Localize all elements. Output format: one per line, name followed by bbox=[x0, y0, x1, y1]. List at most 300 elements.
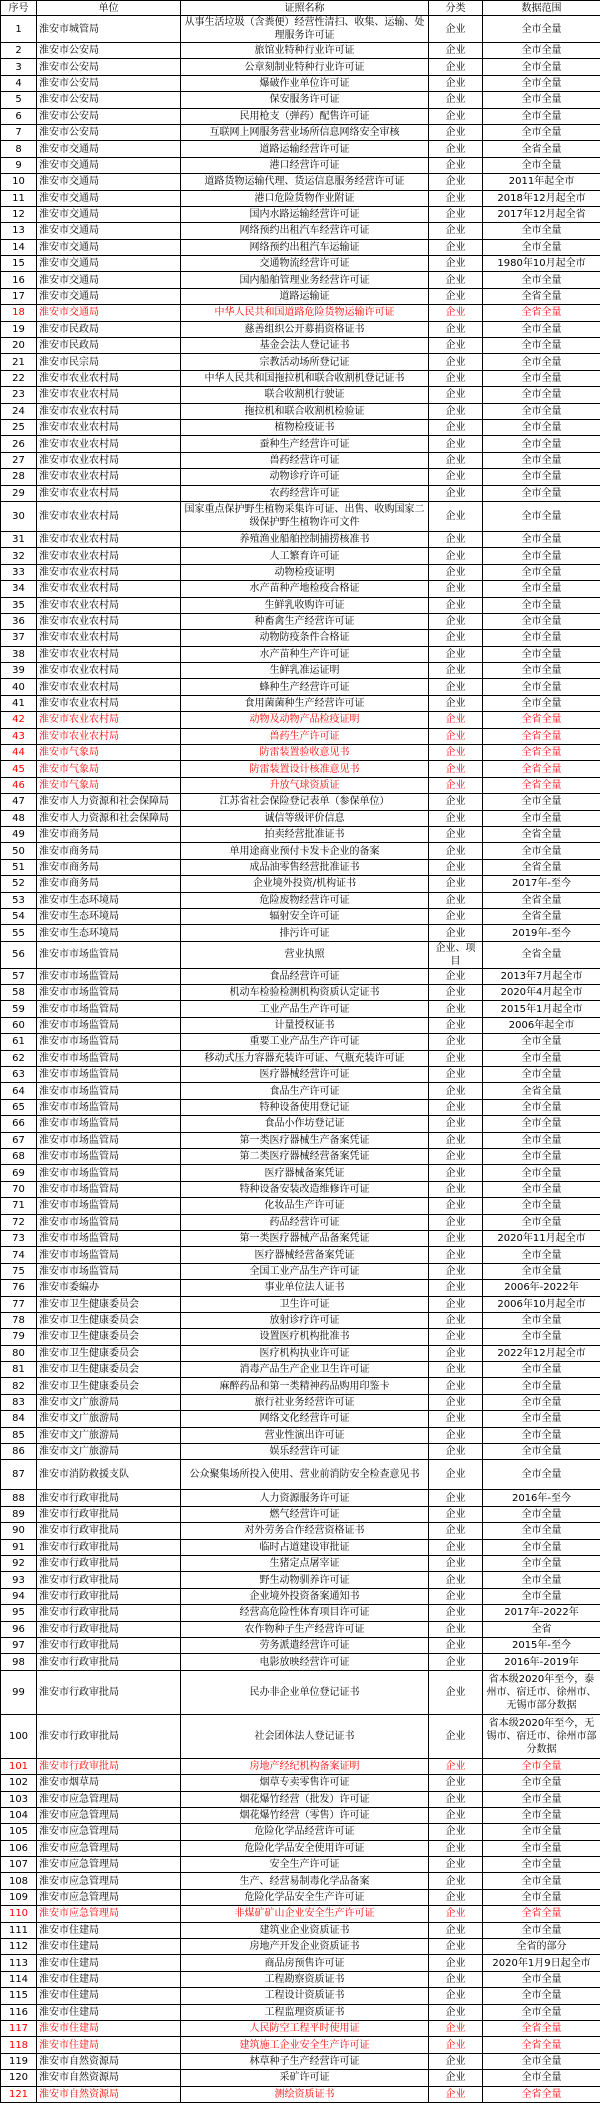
row-index: 119 bbox=[1, 2053, 37, 2069]
row-category: 企业 bbox=[429, 908, 483, 924]
row-certificate: 国内水路运输经营许可证 bbox=[181, 206, 429, 222]
row-certificate: 水产苗种产地检疫合格证 bbox=[181, 581, 429, 597]
row-unit: 淮安市市场监管局 bbox=[37, 1181, 181, 1197]
row-range: 全市全量 bbox=[483, 157, 600, 173]
row-index: 59 bbox=[1, 1001, 37, 1017]
table-row bbox=[1, 1214, 600, 1230]
row-unit: 淮安市交通局 bbox=[37, 288, 181, 304]
row-range: 全市全量 bbox=[483, 1824, 600, 1840]
row-range: 全市全量 bbox=[483, 92, 600, 108]
row-unit: 淮安市应急管理局 bbox=[37, 1906, 181, 1922]
row-category: 企业 bbox=[429, 2020, 483, 2036]
row-certificate: 燃气经营许可证 bbox=[181, 1506, 429, 1522]
row-range: 全市全量 bbox=[483, 1758, 600, 1774]
row-unit: 淮安市市场监管局 bbox=[37, 1132, 181, 1148]
row-range: 全省全量 bbox=[483, 305, 600, 321]
row-unit: 淮安市交通局 bbox=[37, 190, 181, 206]
table-row bbox=[1, 1807, 600, 1823]
row-category: 企业 bbox=[429, 679, 483, 695]
row-index: 108 bbox=[1, 1873, 37, 1889]
row-index: 52 bbox=[1, 876, 37, 892]
row-unit: 淮安市农业农村局 bbox=[37, 419, 181, 435]
row-range: 全省全量 bbox=[483, 728, 600, 744]
row-range: 省本级2020年至今，泰州市、宿迁市、徐州市、无锡市部分数据 bbox=[483, 1670, 600, 1714]
table-row bbox=[1, 1791, 600, 1807]
row-category: 企业 bbox=[429, 597, 483, 613]
row-certificate: 生鲜乳准运证明 bbox=[181, 663, 429, 679]
row-index: 10 bbox=[1, 174, 37, 190]
row-certificate: 野生动物驯养许可证 bbox=[181, 1572, 429, 1588]
table-row bbox=[1, 1116, 600, 1132]
row-index: 96 bbox=[1, 1621, 37, 1637]
row-category: 企业 bbox=[429, 1758, 483, 1774]
row-index: 84 bbox=[1, 1411, 37, 1427]
row-category: 企业 bbox=[429, 745, 483, 761]
row-unit: 淮安市生态环境局 bbox=[37, 925, 181, 941]
row-index: 32 bbox=[1, 548, 37, 564]
row-category: 企业 bbox=[429, 810, 483, 826]
row-index: 57 bbox=[1, 968, 37, 984]
row-certificate: 辐射安全许可证 bbox=[181, 908, 429, 924]
table-row bbox=[1, 256, 600, 272]
row-index: 95 bbox=[1, 1605, 37, 1621]
row-category: 企业 bbox=[429, 1034, 483, 1050]
row-unit: 淮安市市场监管局 bbox=[37, 1116, 181, 1132]
row-range: 全市全量 bbox=[483, 1444, 600, 1460]
row-unit: 淮安市行政审批局 bbox=[37, 1621, 181, 1637]
row-certificate: 营业执照 bbox=[181, 941, 429, 968]
row-unit: 淮安市卫生健康委员会 bbox=[37, 1329, 181, 1345]
row-range: 全市全量 bbox=[483, 1988, 600, 2004]
row-certificate: 企业境外投资/机构证书 bbox=[181, 876, 429, 892]
table-row bbox=[1, 2053, 600, 2069]
row-category: 企业 bbox=[429, 1394, 483, 1410]
row-category: 企业 bbox=[429, 1116, 483, 1132]
row-unit: 淮安市住建局 bbox=[37, 2037, 181, 2053]
row-index: 104 bbox=[1, 1807, 37, 1823]
table-row bbox=[1, 1588, 600, 1604]
row-index: 49 bbox=[1, 826, 37, 842]
row-index: 21 bbox=[1, 354, 37, 370]
row-category: 企业 bbox=[429, 1149, 483, 1165]
row-certificate: 公章刻制业特种行业许可证 bbox=[181, 59, 429, 75]
row-unit: 淮安市自然资源局 bbox=[37, 2070, 181, 2086]
row-category: 企业 bbox=[429, 1523, 483, 1539]
row-index: 88 bbox=[1, 1490, 37, 1506]
row-category: 企业 bbox=[429, 272, 483, 288]
row-category: 企业 bbox=[429, 826, 483, 842]
row-index: 44 bbox=[1, 745, 37, 761]
row-index: 101 bbox=[1, 1758, 37, 1774]
row-range: 全市全量 bbox=[483, 1523, 600, 1539]
row-category: 企业 bbox=[429, 1460, 483, 1490]
row-range: 全省全量 bbox=[483, 777, 600, 793]
table-row bbox=[1, 321, 600, 337]
row-range: 全市全量 bbox=[483, 1067, 600, 1083]
row-unit: 淮安市应急管理局 bbox=[37, 1857, 181, 1873]
row-unit: 淮安市应急管理局 bbox=[37, 1824, 181, 1840]
table-row bbox=[1, 1621, 600, 1637]
row-unit: 淮安市行政审批局 bbox=[37, 1670, 181, 1714]
row-index: 28 bbox=[1, 469, 37, 485]
row-category: 企业 bbox=[429, 1050, 483, 1066]
row-category: 企业 bbox=[429, 1132, 483, 1148]
row-unit: 淮安市气象局 bbox=[37, 761, 181, 777]
row-certificate: 联合收割机行驶证 bbox=[181, 387, 429, 403]
row-category: 企业 bbox=[429, 925, 483, 941]
row-unit: 淮安市交通局 bbox=[37, 206, 181, 222]
row-category: 企业 bbox=[429, 1824, 483, 1840]
row-index: 66 bbox=[1, 1116, 37, 1132]
row-range: 全市全量 bbox=[483, 1506, 600, 1522]
table-row bbox=[1, 75, 600, 91]
row-certificate: 第一类医疗器械产品备案凭证 bbox=[181, 1230, 429, 1246]
table-row bbox=[1, 1132, 600, 1148]
row-certificate: 旅行社业务经营许可证 bbox=[181, 1394, 429, 1410]
row-index: 40 bbox=[1, 679, 37, 695]
table-row bbox=[1, 1181, 600, 1197]
row-certificate: 危险废物经营许可证 bbox=[181, 892, 429, 908]
row-range: 全市全量 bbox=[483, 695, 600, 711]
row-unit: 淮安市烟草局 bbox=[37, 1775, 181, 1791]
row-range: 全市全量 bbox=[483, 1807, 600, 1823]
row-index: 45 bbox=[1, 761, 37, 777]
table-body bbox=[1, 16, 600, 2103]
row-unit: 淮安市住建局 bbox=[37, 1971, 181, 1987]
row-certificate: 爆破作业单位许可证 bbox=[181, 75, 429, 91]
table-row bbox=[1, 1824, 600, 1840]
table-row bbox=[1, 908, 600, 924]
row-unit: 淮安市交通局 bbox=[37, 157, 181, 173]
table-row bbox=[1, 469, 600, 485]
table-row bbox=[1, 1714, 600, 1758]
row-category: 企业 bbox=[429, 239, 483, 255]
row-index: 26 bbox=[1, 436, 37, 452]
table-row bbox=[1, 43, 600, 59]
row-category: 企业 bbox=[429, 256, 483, 272]
row-certificate: 道路货物运输代理、货运信息服务经营许可证 bbox=[181, 174, 429, 190]
row-category: 企业 bbox=[429, 1971, 483, 1987]
row-certificate: 事业单位法人证书 bbox=[181, 1280, 429, 1296]
table-row bbox=[1, 564, 600, 580]
row-certificate: 人力资源服务许可证 bbox=[181, 1490, 429, 1506]
row-index: 78 bbox=[1, 1312, 37, 1328]
row-index: 46 bbox=[1, 777, 37, 793]
row-category: 企业 bbox=[429, 354, 483, 370]
row-certificate: 烟草专卖零售许可证 bbox=[181, 1775, 429, 1791]
row-category: 企业 bbox=[429, 859, 483, 875]
table-row bbox=[1, 1539, 600, 1555]
row-category: 企业 bbox=[429, 1857, 483, 1873]
row-index: 23 bbox=[1, 387, 37, 403]
table-row bbox=[1, 1296, 600, 1312]
row-range: 全市全量 bbox=[483, 1572, 600, 1588]
row-range: 全省全量 bbox=[483, 2020, 600, 2036]
row-certificate: 兽药经营许可证 bbox=[181, 452, 429, 468]
row-unit: 淮安市农业农村局 bbox=[37, 712, 181, 728]
table-row bbox=[1, 646, 600, 662]
row-index: 33 bbox=[1, 564, 37, 580]
row-range: 全市全量 bbox=[483, 1116, 600, 1132]
row-certificate: 拍卖经营批准证书 bbox=[181, 826, 429, 842]
row-category: 企业 bbox=[429, 157, 483, 173]
row-category: 企业 bbox=[429, 1605, 483, 1621]
row-category: 企业 bbox=[429, 321, 483, 337]
row-category: 企业 bbox=[429, 1444, 483, 1460]
row-certificate: 房地产开发企业资质证书 bbox=[181, 1939, 429, 1955]
table-row bbox=[1, 1394, 600, 1410]
table-row bbox=[1, 597, 600, 613]
row-category: 企业 bbox=[429, 1214, 483, 1230]
row-index: 76 bbox=[1, 1280, 37, 1296]
table-row bbox=[1, 1605, 600, 1621]
row-unit: 淮安市交通局 bbox=[37, 239, 181, 255]
row-index: 102 bbox=[1, 1775, 37, 1791]
row-index: 15 bbox=[1, 256, 37, 272]
row-range: 全市全量 bbox=[483, 403, 600, 419]
row-index: 43 bbox=[1, 728, 37, 744]
row-range: 全市全量 bbox=[483, 1099, 600, 1115]
row-unit: 淮安市行政审批局 bbox=[37, 1588, 181, 1604]
row-range: 全省全量 bbox=[483, 745, 600, 761]
row-category: 企业 bbox=[429, 1506, 483, 1522]
row-range: 全省全量 bbox=[483, 826, 600, 842]
row-category: 企业 bbox=[429, 1345, 483, 1361]
row-category: 企业 bbox=[429, 1791, 483, 1807]
table-row bbox=[1, 1906, 600, 1922]
row-index: 109 bbox=[1, 1889, 37, 1905]
row-index: 120 bbox=[1, 2070, 37, 2086]
row-range: 全市全量 bbox=[483, 1132, 600, 1148]
row-unit: 淮安市农业农村局 bbox=[37, 452, 181, 468]
row-unit: 淮安市应急管理局 bbox=[37, 1889, 181, 1905]
row-certificate: 机动车检验检测机构资质认定证书 bbox=[181, 985, 429, 1001]
row-unit: 淮安市住建局 bbox=[37, 1955, 181, 1971]
row-index: 105 bbox=[1, 1824, 37, 1840]
row-certificate: 防雷装置设计核准意见书 bbox=[181, 761, 429, 777]
row-index: 31 bbox=[1, 531, 37, 547]
row-range: 2015年-至今 bbox=[483, 1637, 600, 1653]
row-category: 企业 bbox=[429, 190, 483, 206]
row-index: 58 bbox=[1, 985, 37, 1001]
row-certificate: 生产、经营易制毒化学品备案 bbox=[181, 1873, 429, 1889]
table-row bbox=[1, 1067, 600, 1083]
row-certificate: 植物检疫证书 bbox=[181, 419, 429, 435]
row-category: 企业 bbox=[429, 223, 483, 239]
row-index: 97 bbox=[1, 1637, 37, 1653]
row-range: 全市全量 bbox=[483, 1971, 600, 1987]
row-range: 全市全量 bbox=[483, 2053, 600, 2069]
row-certificate: 安全生产许可证 bbox=[181, 1857, 429, 1873]
row-certificate: 蜂种生产经营许可证 bbox=[181, 679, 429, 695]
row-range: 全市全量 bbox=[483, 43, 600, 59]
row-unit: 淮安市农业农村局 bbox=[37, 695, 181, 711]
table-row bbox=[1, 892, 600, 908]
row-category: 企业 bbox=[429, 1427, 483, 1443]
row-certificate: 慈善组织公开募捐资格证书 bbox=[181, 321, 429, 337]
row-range: 全市全量 bbox=[483, 630, 600, 646]
row-index: 98 bbox=[1, 1654, 37, 1670]
row-unit: 淮安市气象局 bbox=[37, 777, 181, 793]
row-unit: 淮安市市场监管局 bbox=[37, 1083, 181, 1099]
table-row bbox=[1, 531, 600, 547]
row-category: 企业 bbox=[429, 712, 483, 728]
row-range: 全市全量 bbox=[483, 2070, 600, 2086]
table-row bbox=[1, 1654, 600, 1670]
row-index: 80 bbox=[1, 1345, 37, 1361]
row-range: 2020年4月起全市 bbox=[483, 985, 600, 1001]
table-row bbox=[1, 728, 600, 744]
row-category: 企业 bbox=[429, 1714, 483, 1758]
row-range: 全市全量 bbox=[483, 436, 600, 452]
table-row bbox=[1, 370, 600, 386]
row-index: 61 bbox=[1, 1034, 37, 1050]
row-certificate: 全国工业产品生产许可证 bbox=[181, 1263, 429, 1279]
row-index: 117 bbox=[1, 2020, 37, 2036]
row-category: 企业 bbox=[429, 108, 483, 124]
row-range: 全市全量 bbox=[483, 843, 600, 859]
row-certificate: 危险化学品经营许可证 bbox=[181, 1824, 429, 1840]
row-unit: 淮安市公安局 bbox=[37, 59, 181, 75]
table-row bbox=[1, 712, 600, 728]
row-unit: 淮安市市场监管局 bbox=[37, 1067, 181, 1083]
row-certificate: 第一类医疗器械生产备案凭证 bbox=[181, 1132, 429, 1148]
row-category: 企业 bbox=[429, 2086, 483, 2102]
row-index: 11 bbox=[1, 190, 37, 206]
table-row bbox=[1, 108, 600, 124]
row-unit: 淮安市交通局 bbox=[37, 256, 181, 272]
row-category: 企业 bbox=[429, 370, 483, 386]
row-unit: 淮安市市场监管局 bbox=[37, 1034, 181, 1050]
row-certificate: 烟花爆竹经营（批发）许可证 bbox=[181, 1791, 429, 1807]
row-category: 企业 bbox=[429, 630, 483, 646]
row-certificate: 工程勘察资质证书 bbox=[181, 1971, 429, 1987]
row-certificate: 卫生许可证 bbox=[181, 1296, 429, 1312]
row-unit: 淮安市农业农村局 bbox=[37, 597, 181, 613]
table-row bbox=[1, 794, 600, 810]
table-row bbox=[1, 1017, 600, 1033]
row-category: 企业 bbox=[429, 1296, 483, 1312]
table-row bbox=[1, 581, 600, 597]
row-unit: 淮安市住建局 bbox=[37, 1922, 181, 1938]
row-certificate: 食品生产许可证 bbox=[181, 1083, 429, 1099]
row-index: 35 bbox=[1, 597, 37, 613]
row-unit: 淮安市住建局 bbox=[37, 2004, 181, 2020]
row-index: 50 bbox=[1, 843, 37, 859]
row-index: 93 bbox=[1, 1572, 37, 1588]
table-row bbox=[1, 968, 600, 984]
row-certificate: 动物诊疗许可证 bbox=[181, 469, 429, 485]
row-category: 企业 bbox=[429, 206, 483, 222]
row-range: 全市全量 bbox=[483, 663, 600, 679]
row-unit: 淮安市商务局 bbox=[37, 843, 181, 859]
table-row bbox=[1, 1971, 600, 1987]
row-unit: 淮安市行政审批局 bbox=[37, 1539, 181, 1555]
table-row bbox=[1, 485, 600, 501]
row-range: 全省 bbox=[483, 1621, 600, 1637]
row-category: 企业 bbox=[429, 2070, 483, 2086]
row-unit: 淮安市应急管理局 bbox=[37, 1807, 181, 1823]
row-index: 114 bbox=[1, 1971, 37, 1987]
table-row bbox=[1, 1889, 600, 1905]
row-range: 全市全量 bbox=[483, 1873, 600, 1889]
row-category: 企业 bbox=[429, 338, 483, 354]
row-certificate: 化妆品生产许可证 bbox=[181, 1198, 429, 1214]
row-unit: 淮安市交通局 bbox=[37, 141, 181, 157]
row-certificate: 设置医疗机构批准书 bbox=[181, 1329, 429, 1345]
row-index: 72 bbox=[1, 1214, 37, 1230]
row-range: 全市全量 bbox=[483, 1840, 600, 1856]
row-category: 企业 bbox=[429, 1362, 483, 1378]
row-certificate: 商品房预售许可证 bbox=[181, 1955, 429, 1971]
row-unit: 淮安市农业农村局 bbox=[37, 501, 181, 531]
row-index: 94 bbox=[1, 1588, 37, 1604]
row-index: 63 bbox=[1, 1067, 37, 1083]
row-index: 64 bbox=[1, 1083, 37, 1099]
row-index: 85 bbox=[1, 1427, 37, 1443]
row-range: 全市全量 bbox=[483, 1922, 600, 1938]
row-certificate: 林草种子生产经营许可证 bbox=[181, 2053, 429, 2069]
table-row bbox=[1, 174, 600, 190]
row-category: 企业 bbox=[429, 174, 483, 190]
table-row bbox=[1, 2086, 600, 2102]
row-index: 27 bbox=[1, 452, 37, 468]
row-certificate: 移动式压力容器充装许可证、气瓶充装许可证 bbox=[181, 1050, 429, 1066]
row-certificate: 生鲜乳收购许可证 bbox=[181, 597, 429, 613]
row-category: 企业 bbox=[429, 469, 483, 485]
row-category: 企业 bbox=[429, 2053, 483, 2069]
row-certificate: 娱乐经营许可证 bbox=[181, 1444, 429, 1460]
row-category: 企业 bbox=[429, 564, 483, 580]
row-index: 81 bbox=[1, 1362, 37, 1378]
row-certificate: 动物及动物产品检疫证明 bbox=[181, 712, 429, 728]
row-certificate: 采矿许可证 bbox=[181, 2070, 429, 2086]
row-unit: 淮安市住建局 bbox=[37, 1988, 181, 2004]
table-row bbox=[1, 1922, 600, 1938]
row-certificate: 第二类医疗器械经营备案凭证 bbox=[181, 1149, 429, 1165]
row-unit: 淮安市交通局 bbox=[37, 223, 181, 239]
table-row bbox=[1, 2070, 600, 2086]
row-range: 全省全量 bbox=[483, 141, 600, 157]
row-unit: 淮安市农业农村局 bbox=[37, 436, 181, 452]
row-unit: 淮安市市场监管局 bbox=[37, 1050, 181, 1066]
row-index: 91 bbox=[1, 1539, 37, 1555]
row-certificate: 麻醉药品和第一类精神药品购用印鉴卡 bbox=[181, 1378, 429, 1394]
row-unit: 淮安市生态环境局 bbox=[37, 908, 181, 924]
row-certificate: 中华人民共和国拖拉机和联合收割机登记证书 bbox=[181, 370, 429, 386]
row-index: 107 bbox=[1, 1857, 37, 1873]
table-row bbox=[1, 1988, 600, 2004]
row-category: 企业 bbox=[429, 1247, 483, 1263]
row-range: 全市全量 bbox=[483, 354, 600, 370]
row-unit: 淮安市市场监管局 bbox=[37, 1001, 181, 1017]
row-unit: 淮安市农业农村局 bbox=[37, 663, 181, 679]
row-index: 55 bbox=[1, 925, 37, 941]
row-index: 110 bbox=[1, 1906, 37, 1922]
row-range: 全市全量 bbox=[483, 1329, 600, 1345]
table-row bbox=[1, 1378, 600, 1394]
row-certificate: 人民防空工程平时使用证 bbox=[181, 2020, 429, 2036]
row-unit: 淮安市行政审批局 bbox=[37, 1758, 181, 1774]
table-row bbox=[1, 548, 600, 564]
row-unit: 淮安市文广旅游局 bbox=[37, 1444, 181, 1460]
row-category: 企业 bbox=[429, 581, 483, 597]
row-range: 1980年10月起全市 bbox=[483, 256, 600, 272]
table-row bbox=[1, 1165, 600, 1181]
row-category: 企业 bbox=[429, 141, 483, 157]
table-row bbox=[1, 985, 600, 1001]
table-row bbox=[1, 695, 600, 711]
